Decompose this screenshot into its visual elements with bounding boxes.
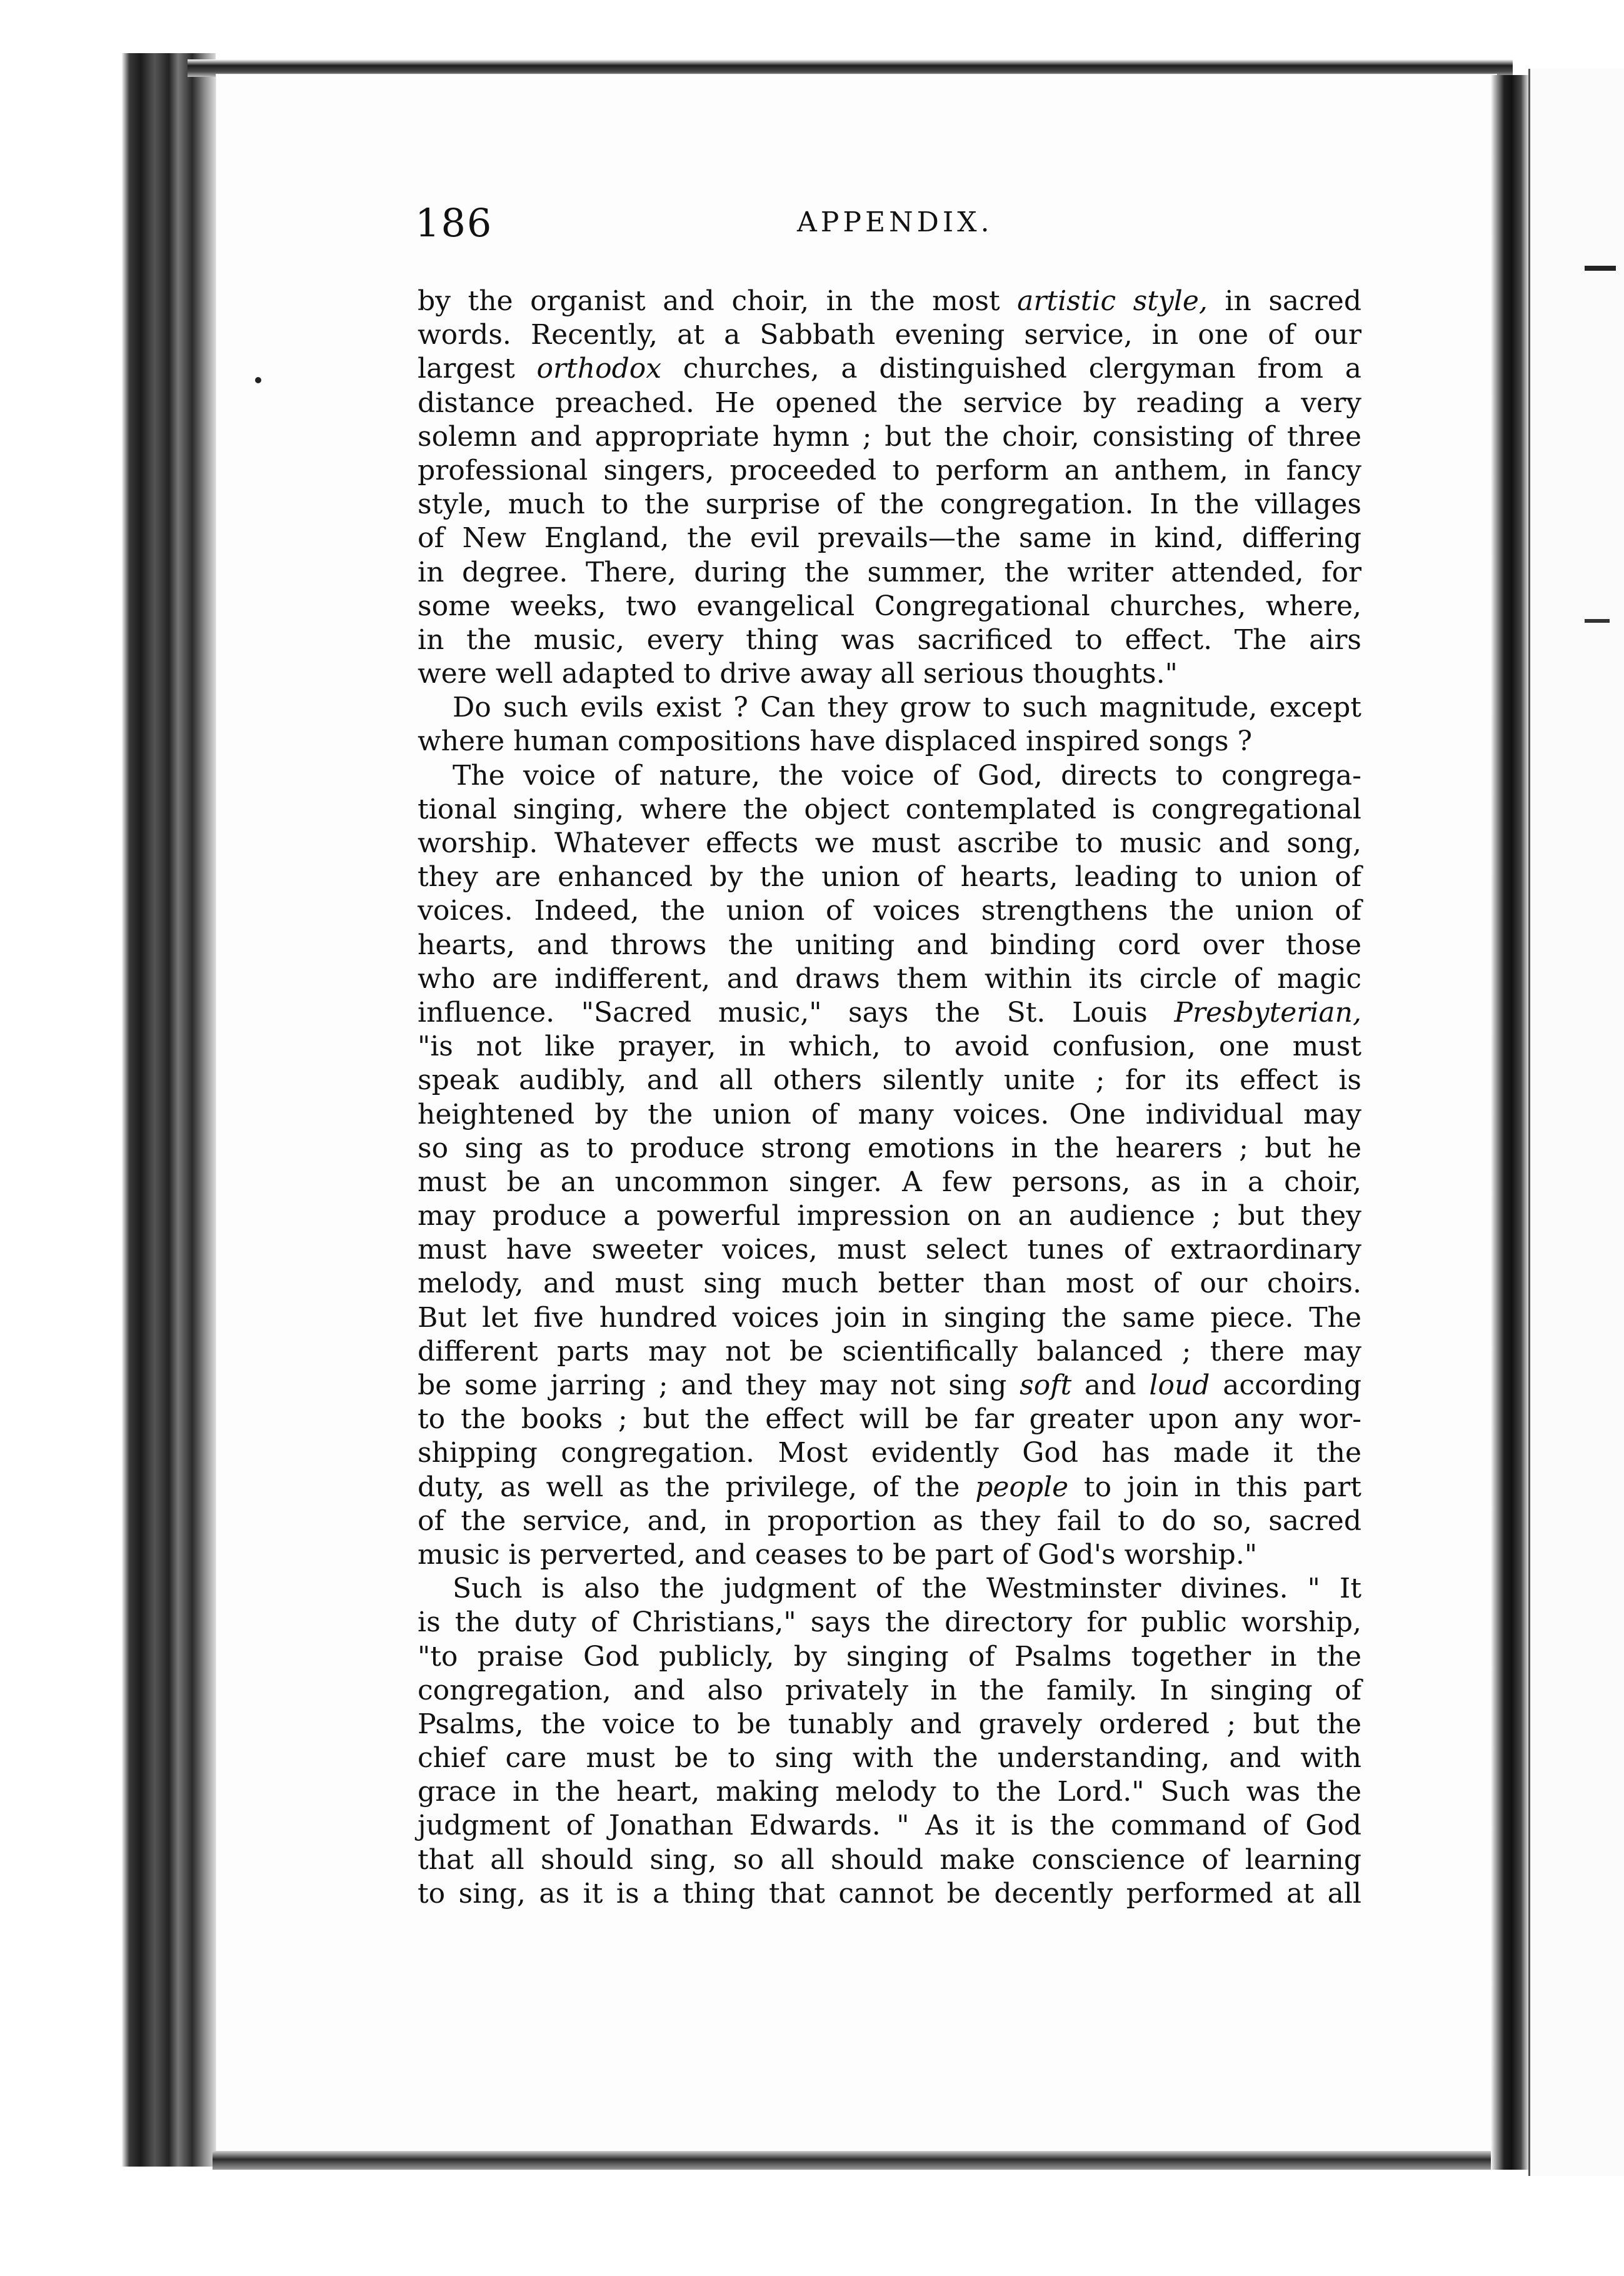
text-line: largest orthodox churches, a distinguished clergyman from a — [418, 353, 1361, 385]
text-line: so sing as to produce strong emotions in the hearers ; but he — [418, 1132, 1361, 1164]
text-line: who are indifferent, and draws them within its circle of magic — [418, 962, 1361, 995]
text-line: Do such evils exist ? Can they grow to such magnitude, except — [453, 692, 1361, 724]
text-line: some weeks, two evangelical Congregational churches, where, — [418, 590, 1361, 622]
text-line: Psalms, the voice to be tunably and gravely ordered ; but the — [418, 1708, 1361, 1740]
running-title: APPENDIX. — [797, 206, 993, 238]
text-line: to the books ; but the effect will be far greater upon any wor- — [418, 1403, 1361, 1436]
book-bottom-edge — [213, 2151, 1506, 2170]
adjacent-page-mark — [1585, 619, 1610, 623]
text-line: to sing, as it is a thing that cannot be decently performed at all — [418, 1877, 1361, 1910]
italic-phrase: people — [975, 1471, 1069, 1503]
italic-phrase: artistic style, — [1017, 285, 1208, 317]
text-line: congregation, and also privately in the family. In singing of — [418, 1674, 1361, 1706]
text-line: is the duty of Christians," says the directory for public worship, — [418, 1606, 1361, 1639]
text-line: in degree. There, during the summer, the writer attended, for — [418, 556, 1361, 588]
text-line: solemn and appropriate hymn ; but the choir, consisting of three — [418, 420, 1361, 453]
text-line: chief care must be to sing with the understanding, and with — [418, 1742, 1361, 1775]
text-line: different parts may not be scientifically balanced ; there may — [418, 1335, 1361, 1367]
text-line: music is perverted, and ceases to be part of God's worship." — [418, 1538, 1258, 1571]
adjacent-page-mark — [1585, 266, 1616, 271]
text-line: by the organist and choir, in the most artistic style, in sacred — [418, 285, 1362, 317]
text-line: in the music, every thing was sacrificed to effect. The airs — [418, 623, 1361, 656]
text-line: But let five hundred voices join in singing the same piece. The — [418, 1301, 1361, 1334]
text-line: of the service, and, in proportion as they fail to do so, sacred — [418, 1504, 1361, 1537]
text-line: be some jarring ; and they may not sing soft and loud according — [418, 1369, 1361, 1401]
text-line: heightened by the union of many voices. One individual may — [418, 1098, 1361, 1130]
text-line: words. Recently, at a Sabbath evening service, in one of our — [418, 319, 1361, 351]
scan-speck — [255, 377, 261, 383]
text-line: must be an uncommon singer. A few persons, as in a choir, — [418, 1166, 1361, 1198]
text-line: speak audibly, and all others silently unite ; for its effect is — [418, 1064, 1361, 1097]
page-number: 186 — [415, 200, 493, 246]
body-text — [418, 284, 1361, 1911]
text-line: hearts, and throws the uniting and binding cord over those — [418, 929, 1361, 961]
text-line: they are enhanced by the union of hearts, leading to union of — [418, 861, 1361, 894]
scan-background — [0, 0, 125, 2276]
text-line: duty, as well as the privilege, of the people to join in this part — [418, 1471, 1361, 1503]
italic-phrase: orthodox — [536, 353, 662, 385]
text-line: voices. Indeed, the union of voices strengthens the union of — [418, 895, 1361, 927]
italic-phrase: soft — [1020, 1369, 1072, 1401]
text-line: of New England, the evil prevails—the same in kind, differing — [418, 522, 1361, 555]
adjacent-page — [1528, 69, 1624, 2176]
text-line: "is not like prayer, in which, to avoid confusion, one must — [418, 1030, 1361, 1063]
text-line: that all should sing, so all should make conscience of learning — [418, 1843, 1361, 1876]
text-line: where human compositions have displaced inspired songs ? — [418, 725, 1253, 758]
text-line: tional singing, where the object contemplated is congregational — [418, 793, 1361, 825]
text-line: The voice of nature, the voice of God, directs to congrega- — [453, 759, 1361, 792]
text-line: style, much to the surprise of the congregation. In the villages — [418, 488, 1361, 521]
text-line: professional singers, proceeded to perform an anthem, in fancy — [418, 454, 1361, 486]
text-line: may produce a powerful impression on an audience ; but they — [418, 1200, 1361, 1232]
text-line: grace in the heart, making melody to the Lord." Such was the — [418, 1776, 1361, 1808]
text-line: shipping congregation. Most evidently God has made it the — [418, 1437, 1361, 1469]
italic-phrase: loud — [1149, 1369, 1210, 1401]
text-line: "to praise God publicly, by singing of Psalms together in the — [418, 1640, 1361, 1673]
text-line: Such is also the judgment of the Westminster divines. " It — [453, 1573, 1361, 1605]
text-line: worship. Whatever effects we must ascribe to music and song, — [418, 827, 1361, 859]
text-line: judgment of Jonathan Edwards. " As it is the command of God — [418, 1810, 1361, 1842]
text-line: were well adapted to drive away all serious thoughts." — [418, 658, 1178, 690]
text-line: must have sweeter voices, must select tunes of extraordinary — [418, 1234, 1361, 1266]
text-line: melody, and must sing much better than most of our choirs. — [418, 1267, 1361, 1300]
book-gutter-edge — [1491, 75, 1528, 2170]
text-line: distance preached. He opened the service by reading a very — [418, 386, 1361, 419]
text-line: influence. "Sacred music," says the St. Louis Presbyterian, — [418, 996, 1361, 1029]
book-left-edge — [122, 53, 216, 2167]
italic-phrase: Presbyterian, — [1174, 996, 1361, 1029]
